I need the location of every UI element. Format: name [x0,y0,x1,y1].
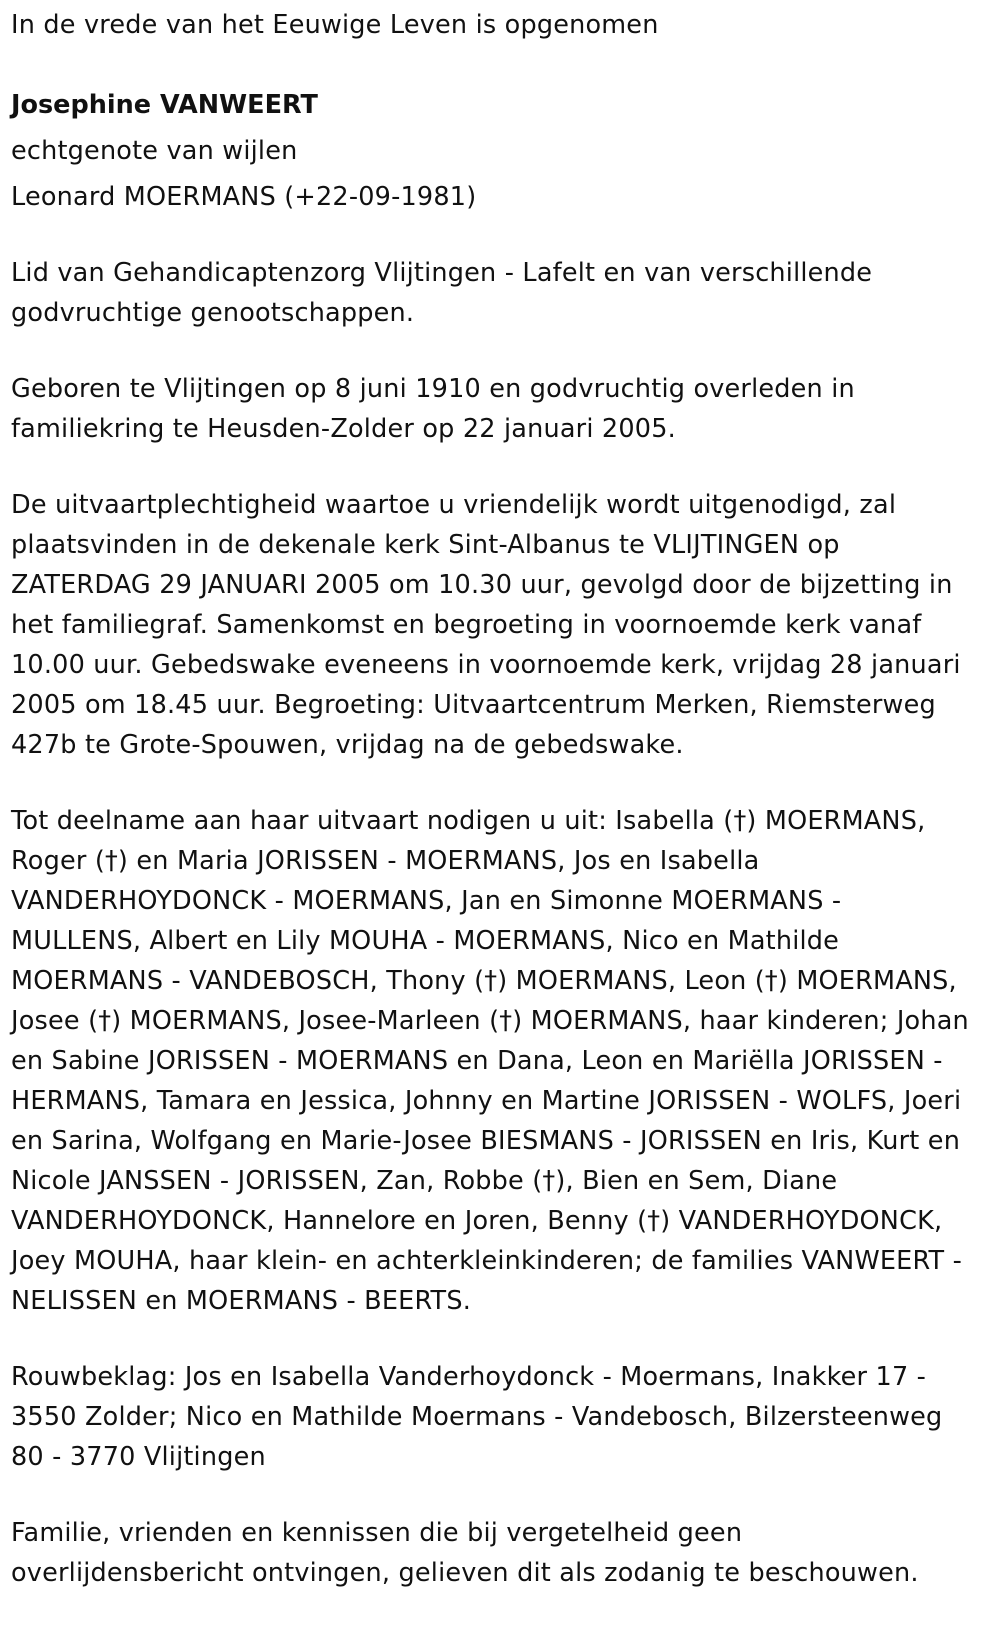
spouse-prefix: echtgenote van wijlen [11,136,298,166]
obituary-notice [0,5,1000,1643]
mourning-address-paragraph: Rouwbeklag: Jos en Isabella Vanderhoydonck - Moermans, Inakker 17 - 3550 Zolder; Nico en Mathilde Moermans - Vandebosch, Bilzersteenweg 80 - 3770 Vlijtingen [11,1362,943,1472]
intro-line: In de vrede van het Eeuwige Leven is opgenomen [11,10,659,40]
deceased-name: Josephine VANWEERT [11,90,318,120]
birth-death-paragraph: Geboren te Vlijtingen op 8 juni 1910 en godvruchtig overleden in familiekring te Heusden-Zolder op 22 januari 2005. [11,374,855,444]
ceremony-paragraph: De uitvaartplechtigheid waartoe u vriendelijk wordt uitgenodigd, zal plaatsvinden in de dekenale kerk Sint-Albanus te VLIJTINGEN op ZATERDAG 29 JANUARI 2005 om 10.30 uur, gevolgd door de bijzetting in het familiegraf. Samenkomst en begroeting in voornoemde kerk vanaf 10.00 uur. Gebedswake eveneens in voornoemde kerk, vrijdag 28 januari 2005 om 18.45 uur. Begroeting: Uitvaartcentrum Merken, Riemsterweg 427b te Grote-Spouwen, vrijdag na de gebedswake. [11,490,961,760]
membership-paragraph: Lid van Gehandicaptenzorg Vlijtingen - Lafelt en van verschillende godvruchtige genootschappen. [11,258,873,328]
family-paragraph: Tot deelname aan haar uitvaart nodigen u uit: Isabella (†) MOERMANS, Roger (†) en Maria JORISSEN - MOERMANS, Jos en Isabella VANDERHOYDONCK - MOERMANS, Jan en Simonne MOERMANS - MULLENS, Albert en Lily MOUHA - MOERMANS, Nico en Mathilde MOERMANS - VANDEBOSCH, Thony (†) MOERMANS, Leon (†) MOERMANS, Josee (†) MOERMANS, Josee-Marleen (†) MOERMANS, haar kinderen; Johan en Sabine JORISSEN - MOERMANS en Dana, Leon en Mariëlla JORISSEN - HERMANS, Tamara en Jessica, Johnny en Martine JORISSEN - WOLFS, Joeri en Sarina, Wolfgang en Marie-Josee BIESMANS - JORISSEN en Iris, Kurt en Nicole JANSSEN - JORISSEN, Zan, Robbe (†), Bien en Sem, Diane VANDERHOYDONCK, Hannelore en Joren, Benny (†) VANDERHOYDONCK, Joey MOUHA, haar klein- en achterkleinkinderen; de families VANWEERT - NELISSEN en MOERMANS - BEERTS. [11,806,969,1316]
closing-paragraph: Familie, vrienden en kennissen die bij vergetelheid geen overlijdensbericht ontvingen, gelieven dit als zodanig te beschouwen. [11,1518,919,1588]
spouse-name: Leonard MOERMANS (+22-09-1981) [11,182,477,212]
